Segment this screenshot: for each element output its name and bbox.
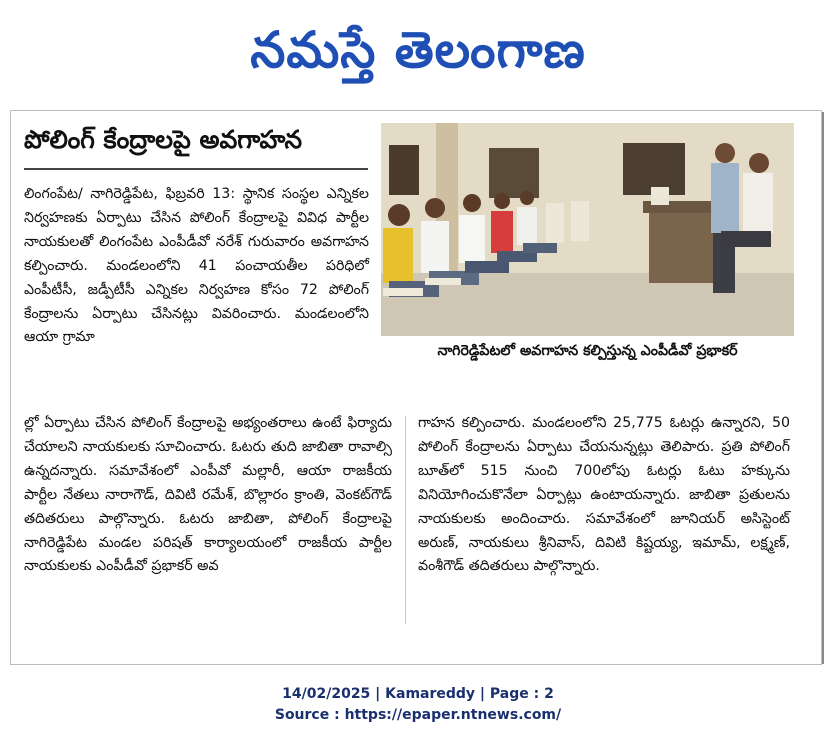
- article-column-left: ల్లో ఏర్పాటు చేసిన పోలింగ్ కేంద్రాలపై అభ్యంతరాలు ఉంటే ఫిర్యాదు చేయాలని నాయకులకు సూచించారు. ఓటరు తుది జాబితా రావాల్సి ఉన్నదన్నారు. సమావేశంలో ఎంపీవో మల్లారీ, ఆయా రాజకీయ పార్టీల నేతలు నారాగౌడ్, దివిటి రమేశ్, బొల్లారం క్రాంతి, వెంకట్‌గౌడ్ తదితరులు పాల్గొన్నారు. ఓటరు జాబితా, పోలింగ్ కేంద్రాలపై నాగిరెడ్డిపేట మండల పరిషత్ కార్యాలయంలో రాజకీయ పార్టీల నాయకులకు ఎంపీడీవో ప్రభాకర్ అవ: [24, 415, 392, 575]
- photo-caption: నాగిరెడ్డిపేటలో అవగాహన కల్పిస్తున్న ఎంపీడీవో ప్రభాకర్: [437, 343, 738, 359]
- footer-date-edition: 14/02/2025 | Kamareddy | Page : 2: [282, 686, 554, 702]
- masthead: [0, 0, 836, 100]
- newspaper-logo: నమస్తే తెలంగాణ: [250, 21, 586, 79]
- article-lead-paragraph: లింగంపేట/ నాగిరెడ్డిపేట, ఫిబ్రవరి 13: స్థానిక సంస్థల ఎన్నికల నిర్వహణకు ఏర్పాటు చేసిన పోలింగ్ కేంద్రాలపై వివిధ పార్టీల నాయకులతో లింగంపేట ఎంపీడీవో నరేశ్ గురువారం అవగాహన కల్పించారు. మండలంలోని 41 పంచాయతీల పరిధిలో ఎంపీటీసీ, జడ్పీటీసీ ఎన్నికల నిర్వహణ కోసం 72 పోలింగ్ కేంద్రాలను ఏర్పాటు చేసినట్లు వివరించారు. మండలంలోని ఆయా గ్రామా: [24, 186, 369, 346]
- footer-source: Source : https://epaper.ntnews.com/: [274, 707, 562, 723]
- article-column-right: గాహన కల్పించారు. మండలంలోని 25,775 ఓటర్లు ఉన్నారని, 50 పోలింగ్ కేంద్రాలను ఏర్పాటు చేయనున్నట్లు తెలిపారు. ప్రతి పోలింగ్ బూత్‌లో 515 నుంచి 700లోపు ఓటర్లు ఓటు హక్కును వినియోగించుకొనేలా ఏర్పాట్లు ఉంటాయన్నారు. జాబితా ప్రతులను నాయకులకు అందించారు. సమావేశంలో జూనియర్ అసిస్టెంట్ అరుణ్, నాయకులు శ్రీనివాస్, దివిటి కిష్టయ్య, ఇమామ్, లక్ష్మణ్, వంశీగౌడ్ తదితరులు పాల్గొన్నారు.: [418, 415, 790, 575]
- article-headline: పోలింగ్ కేంద్రాలపై అవగాహన: [24, 125, 303, 154]
- frame-divider: [822, 112, 824, 664]
- article-photo: [381, 123, 794, 336]
- meeting-photo-illustration: [381, 123, 794, 336]
- column-divider: [405, 416, 406, 624]
- headline-underline: [24, 168, 368, 170]
